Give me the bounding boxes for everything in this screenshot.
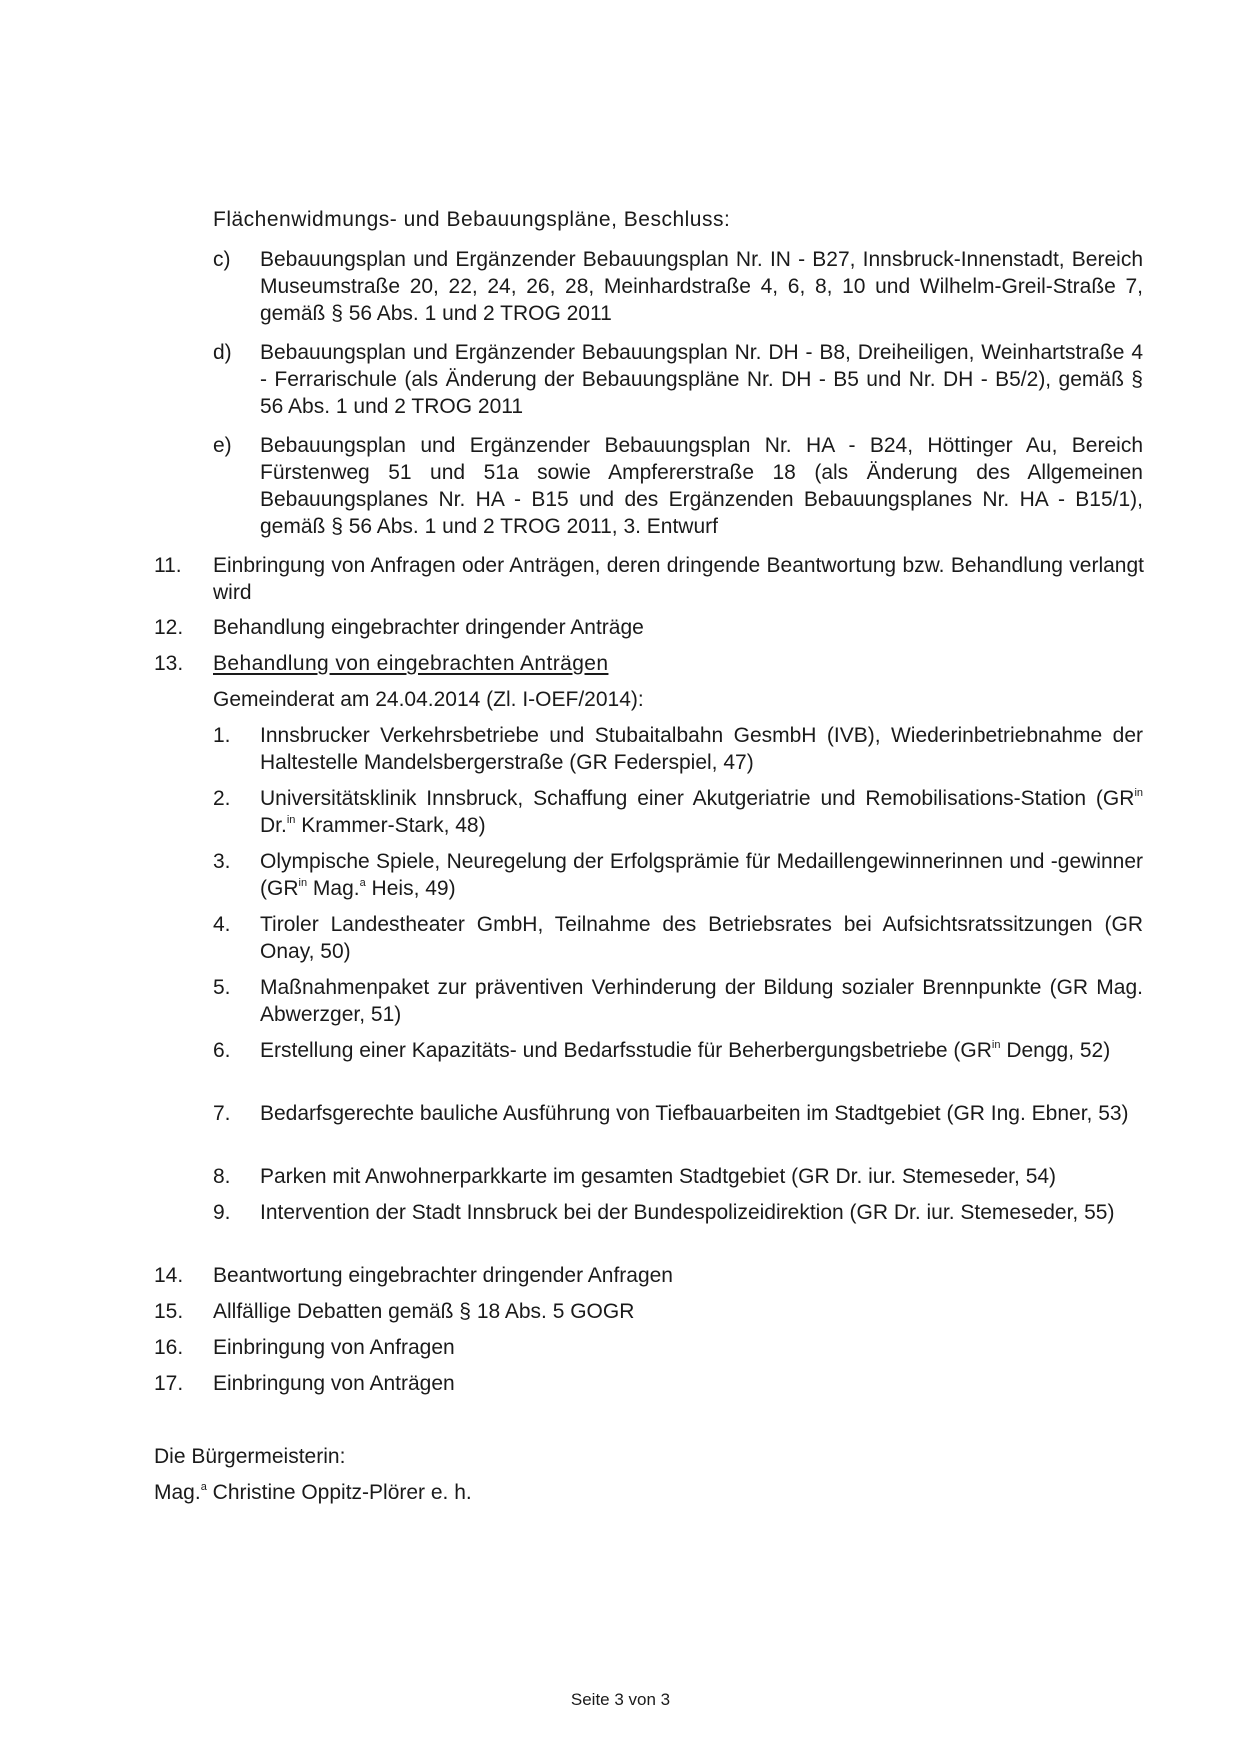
motion-text: Bedarfsgerechte bauliche Ausführung von Tiefbauarbeiten im Stadtgebiet (GR Ing. Ebner, 53): [260, 1102, 1129, 1125]
agenda-item-15: [154, 1298, 1144, 1325]
motion-number: 7.: [213, 1102, 231, 1125]
motion-8: [213, 1163, 1143, 1190]
section-title: Flächenwidmungs- und Bebauungspläne, Beschluss:: [213, 208, 731, 231]
agenda-item-13: [154, 650, 1144, 677]
agenda-item-text: Beantwortung eingebrachter dringender Anfragen: [213, 1264, 673, 1287]
agenda-item-text: Einbringung von Anträgen: [213, 1372, 455, 1395]
motion-number: 8.: [213, 1165, 231, 1188]
agenda-item-17: [154, 1370, 1144, 1397]
agenda-item-number: 12.: [154, 616, 184, 639]
agenda-item-text: Einbringung von Anfragen: [213, 1336, 455, 1359]
motion-number: 3.: [213, 850, 231, 873]
sub-item-letter: c): [213, 248, 231, 271]
agenda-item-number: 15.: [154, 1300, 184, 1323]
sub-item-text: Bebauungsplan und Ergänzender Bebauungsplan Nr. HA - B24, Höttinger Au, Bereich Fürstenweg 51 und 51a sowie Ampfererstraße 18 (als Änderung des Allgemeinen Bebauungsplanes Nr. HA - B15 und des Ergänzenden Bebauungsplanes Nr. HA - B15/1), gemäß § 56 Abs. 1 und 2 TROG 2011, 3. Entwurf: [260, 434, 1143, 538]
sub-item-text: Bebauungsplan und Ergänzender Bebauungsplan Nr. IN - B27, Innsbruck-Innenstadt, Bereich Museumstraße 20, 22, 24, 26, 28, Meinhardstraße 4, 6, 8, 10 und Wilhelm-Greil-Straße 7, gemäß § 56 Abs. 1 und 2 TROG 2011: [260, 248, 1143, 325]
motion-7: [213, 1100, 1143, 1127]
motion-number: 2.: [213, 787, 231, 810]
sub-item-d: [213, 339, 1143, 420]
agenda-item-heading: Behandlung von eingebrachten Anträgen: [213, 652, 609, 675]
agenda-item-text: Behandlung eingebrachter dringender Anträge: [213, 616, 644, 639]
motion-number: 6.: [213, 1039, 231, 1062]
motion-2: [213, 785, 1143, 839]
motion-5: [213, 974, 1143, 1028]
page-footer: Seite 3 von 3: [570, 1690, 671, 1709]
motion-text: Universitätsklinik Innsbruck, Schaffung einer Akutgeriatrie und Remobilisations-Station ($GR^{in}$ Dr.$^{in}$ Krammer-Stark, 48): [260, 787, 1143, 837]
motion-text: Intervention der Stadt Innsbruck bei der Bundespolizeidirektion (GR Dr. iur. Stemeseder, 55): [260, 1201, 1115, 1224]
motion-text: Tiroler Landestheater GmbH, Teilnahme des Betriebsrates bei Aufsichtsratssitzungen (GR Onay, 50): [260, 913, 1143, 963]
motion-text: Olympische Spiele, Neuregelung der Erfolgsprämie für Medaillengewinnerinnen und -gewinner ($GR^{in}$ Mag.$^a$ Heis, 49): [260, 850, 1143, 900]
agenda-item-14: [154, 1262, 1144, 1289]
motion-number: 4.: [213, 913, 231, 936]
signature-role: Die Bürgermeisterin:: [154, 1445, 346, 1468]
agenda-item-number: 17.: [154, 1372, 184, 1395]
agenda-item-11: [154, 552, 1144, 606]
agenda-item-text: Allfällige Debatten gemäß § 18 Abs. 5 GOGR: [213, 1300, 635, 1323]
agenda-item-12: [154, 614, 1144, 641]
agenda-item-number: 11.: [154, 554, 182, 577]
agenda-item-text: Einbringung von Anfragen oder Anträgen, deren dringende Beantwortung bzw. Behandlung verlangt wird: [213, 554, 1144, 604]
sub-item-letter: d): [213, 341, 232, 364]
signature-name: Mag.$^a$ Christine Oppitz-Plörer e. h.: [154, 1481, 472, 1504]
motion-4: [213, 911, 1143, 965]
motion-text: Erstellung einer Kapazitäts- und Bedarfsstudie für Beherbergungsbetriebe ($GR^{in}$ Dengg, 52): [260, 1039, 1111, 1062]
agenda-item-16: [154, 1334, 1144, 1361]
sub-item-letter: e): [213, 434, 232, 457]
council-date: Gemeinderat am 24.04.2014 (Zl. I-OEF/2014):: [213, 688, 644, 711]
motion-3: [213, 848, 1143, 902]
motion-text: Maßnahmenpaket zur präventiven Verhinderung der Bildung sozialer Brennpunkte (GR Mag. Abwerzger, 51): [260, 976, 1143, 1026]
motion-number: 9.: [213, 1201, 231, 1224]
sub-item-c: [213, 246, 1143, 327]
motion-1: [213, 722, 1143, 776]
motion-number: 1.: [213, 724, 231, 747]
agenda-item-number: 14.: [154, 1264, 184, 1287]
motion-6: [213, 1037, 1143, 1064]
motion-text: Parken mit Anwohnerparkkarte im gesamten Stadtgebiet (GR Dr. iur. Stemeseder, 54): [260, 1165, 1057, 1188]
motion-text: Innsbrucker Verkehrsbetriebe und Stubaitalbahn GesmbH (IVB), Wiederinbetriebnahme der Haltestelle Mandelsbergerstraße (GR Federspiel, 47): [260, 724, 1143, 774]
motion-number: 5.: [213, 976, 231, 999]
motion-9: [213, 1199, 1143, 1226]
sub-item-text: Bebauungsplan und Ergänzender Bebauungsplan Nr. DH - B8, Dreiheiligen, Weinhartstraße 4 - Ferrarischule (als Änderung der Bebauungspläne Nr. DH - B5 und Nr. DH - B5/2), gemäß § 56 Abs. 1 und 2 TROG 2011: [260, 341, 1143, 418]
agenda-item-number: 16.: [154, 1336, 184, 1359]
sub-item-e: [213, 432, 1143, 540]
agenda-item-number: 13.: [154, 652, 184, 675]
